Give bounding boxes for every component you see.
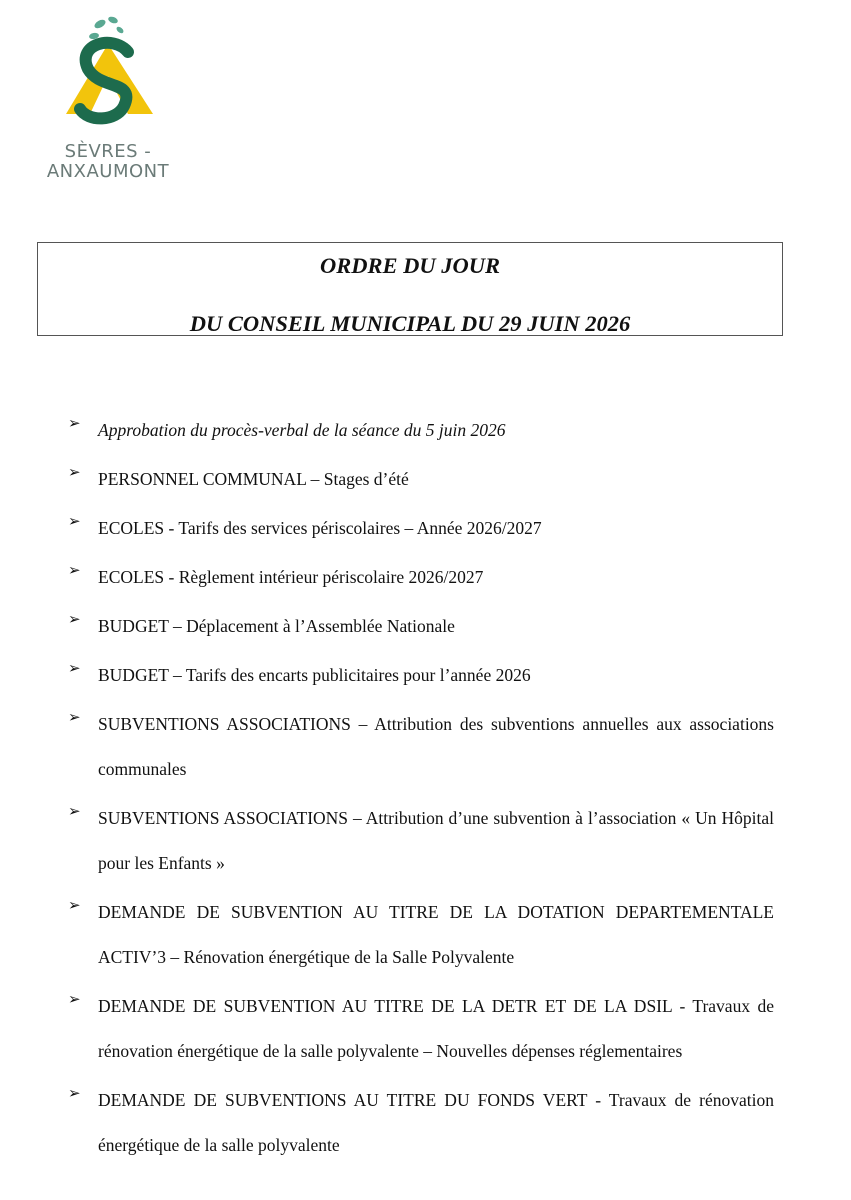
agenda-item-text: ECOLES - Tarifs des services périscolaires – Année 2026/2027 <box>98 518 542 538</box>
logo-name-line2: ANXAUMONT <box>46 161 170 182</box>
agenda-item <box>68 890 774 980</box>
agenda-item-text: Approbation du procès-verbal de la séance du 5 juin 2026 <box>98 420 506 440</box>
arrowhead-bullet-icon: ➢ <box>68 661 81 677</box>
arrowhead-bullet-icon: ➢ <box>68 804 81 820</box>
agenda-item <box>68 506 774 551</box>
agenda-item-text: SUBVENTIONS ASSOCIATIONS – Attribution d’une subvention à l’association « Un Hôpital pour les Enfants » <box>98 808 774 873</box>
arrowhead-bullet-icon: ➢ <box>68 898 81 914</box>
arrowhead-bullet-icon: ➢ <box>68 563 81 579</box>
document-subtitle: DU CONSEIL MUNICIPAL DU 29 JUIN 2026 <box>189 311 631 336</box>
agenda-item-text: SUBVENTIONS ASSOCIATIONS – Attribution des subventions annuelles aux associations communales <box>98 714 774 779</box>
arrowhead-bullet-icon: ➢ <box>68 612 81 628</box>
arrowhead-bullet-icon: ➢ <box>68 710 81 726</box>
agenda-item <box>68 457 774 502</box>
agenda-item-text: ECOLES - Règlement intérieur périscolaire 2026/2027 <box>98 567 484 587</box>
agenda-item <box>68 984 774 1074</box>
document-title: ORDRE DU JOUR <box>319 253 501 278</box>
arrowhead-bullet-icon: ➢ <box>68 416 81 432</box>
agenda-title-box <box>37 242 783 336</box>
logo-name-line1: SÈVRES - <box>64 141 152 162</box>
agenda-list <box>68 408 774 1168</box>
arrowhead-bullet-icon: ➢ <box>68 465 81 481</box>
agenda-item-text: BUDGET – Déplacement à l’Assemblée Nationale <box>98 616 455 636</box>
agenda-item-text: PERSONNEL COMMUNAL – Stages d’été <box>98 469 409 489</box>
arrowhead-bullet-icon: ➢ <box>68 992 81 1008</box>
agenda-item-text: DEMANDE DE SUBVENTION AU TITRE DE LA DOTATION DEPARTEMENTALE ACTIV’3 – Rénovation énergétique de la Salle Polyvalente <box>98 902 774 967</box>
agenda-item-text: BUDGET – Tarifs des encarts publicitaires pour l’année 2026 <box>98 665 531 685</box>
arrowhead-bullet-icon: ➢ <box>68 1086 81 1102</box>
agenda-item <box>68 555 774 600</box>
agenda-item-text: DEMANDE DE SUBVENTION AU TITRE DE LA DETR ET DE LA DSIL - Travaux de rénovation énergétique de la salle polyvalente – Nouvelles dépenses réglementaires <box>98 996 774 1061</box>
agenda-item <box>68 408 774 453</box>
agenda-item <box>68 604 774 649</box>
agenda-item <box>68 1078 774 1168</box>
commune-logo <box>38 14 178 182</box>
agenda-item-text: DEMANDE DE SUBVENTIONS AU TITRE DU FONDS VERT - Travaux de rénovation énergétique de la salle polyvalente <box>98 1090 774 1155</box>
agenda-item <box>68 653 774 698</box>
commune-logo-mark <box>58 14 158 134</box>
arrowhead-bullet-icon: ➢ <box>68 514 81 530</box>
agenda-item <box>68 702 774 792</box>
agenda-item <box>68 796 774 886</box>
